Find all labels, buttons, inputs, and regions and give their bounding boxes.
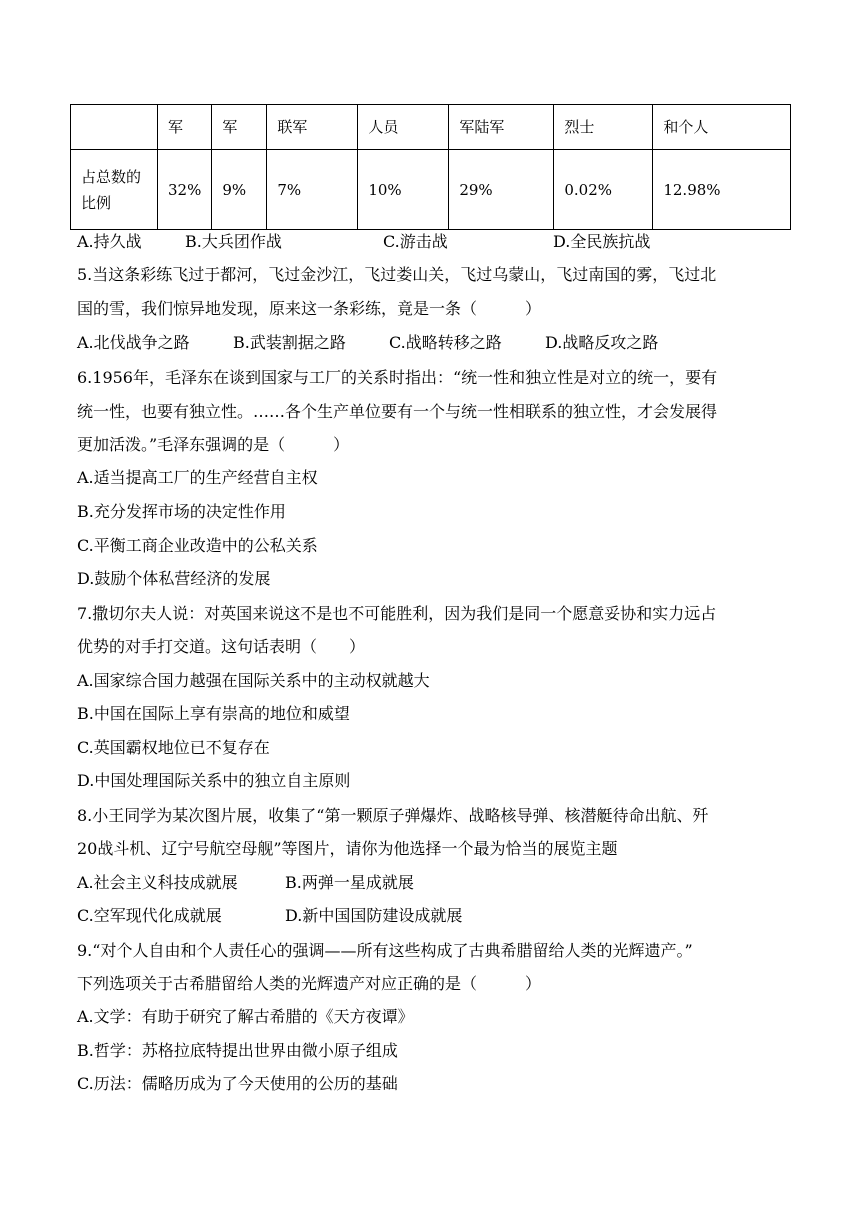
q7-option-a: A.国家综合国力越强在国际关系中的主动权就越大	[77, 671, 430, 690]
q8-options-row-1	[77, 872, 414, 894]
q5-stem-line: 5.当这条彩练飞过于都河，飞过金沙江，飞过娄山关，飞过乌蒙山，飞过南国的雾，飞过北	[77, 265, 717, 284]
casualty-ratio-table	[70, 104, 791, 230]
q9-stem-line: 9.“对个人自由和个人责任心的强调——所有这些构成了古典希腊留给人类的光辉遗产。”	[77, 941, 693, 960]
row-label-line: 占总数的	[81, 167, 142, 186]
q9-option-a: A.文学：有助于研究了解古希腊的《天方夜谭》	[77, 1007, 414, 1026]
table-header-cell: 军	[212, 105, 267, 150]
q4-option-b: B.大兵团作战	[185, 232, 282, 251]
table-cell: 32%	[158, 150, 212, 230]
table-header-cell: 军陆军	[449, 105, 554, 150]
q5-option-c: C.战略转移之路	[389, 333, 502, 352]
q4-option-a: A.持久战	[77, 232, 142, 251]
q8-option-a: A.社会主义科技成就展	[77, 873, 238, 892]
table-row	[71, 150, 791, 230]
q7-stem-line: 7.撒切尔夫人说：对英国来说这不是也不可能胜利，因为我们是同一个愿意妥协和实力远占	[77, 604, 717, 623]
q5-option-a: A.北伐战争之路	[77, 333, 190, 352]
q7-stem-line: 优势的对手打交道。这句话表明（ ）	[77, 637, 366, 656]
q4-option-c: C.游击战	[383, 232, 448, 251]
q8-option-c: C.空军现代化成就展	[77, 906, 222, 925]
table-cell: 9%	[212, 150, 267, 230]
q6-stem-line: 更加活泼。”毛泽东强调的是（ ）	[77, 435, 350, 454]
table-cell: 12.98%	[653, 150, 791, 230]
q9-stem-line: 下列选项关于古希腊留给人类的光辉遗产对应正确的是（ ）	[77, 974, 542, 993]
q9-option-c: C.历法：儒略历成为了今天使用的公历的基础	[77, 1074, 398, 1093]
q6-option-a: A.适当提高工厂的生产经营自主权	[77, 468, 318, 487]
q6-option-c: C.平衡工商企业改造中的公私关系	[77, 536, 318, 555]
q8-options-row-2	[77, 905, 462, 927]
table-header-cell: 烈士	[554, 105, 653, 150]
table-cell: 29%	[449, 150, 554, 230]
table-cell: 0.02%	[554, 150, 653, 230]
q6-stem-line: 统一性，也要有独立性。……各个生产单位要有一个与统一性相联系的独立性，才会发展得	[77, 402, 718, 421]
table-header-cell: 联军	[267, 105, 358, 150]
q9-option-b: B.哲学：苏格拉底特提出世界由微小原子组成	[77, 1041, 398, 1060]
q4-option-d: D.全民族抗战	[553, 232, 651, 251]
q6-option-b: B.充分发挥市场的决定性作用	[77, 502, 286, 521]
q5-stem-line: 国的雪，我们惊异地发现，原来这一条彩练，竟是一条（ ）	[77, 299, 542, 318]
q4-options	[77, 231, 650, 253]
q7-option-b: B.中国在国际上享有崇高的地位和威望	[77, 704, 350, 723]
q5-options	[77, 332, 658, 354]
q5-option-b: B.武装割据之路	[233, 333, 346, 352]
q8-option-b: B.两弹一星成就展	[285, 873, 414, 892]
table-header-row	[71, 105, 791, 150]
row-label-cell	[71, 150, 158, 230]
table-header-cell: 军	[158, 105, 212, 150]
q8-option-d: D.新中国国防建设成就展	[285, 906, 463, 925]
table-header-cell: 人员	[358, 105, 449, 150]
table-header-cell: 和个人	[653, 105, 791, 150]
table-cell: 7%	[267, 150, 358, 230]
q6-stem-line: 6.1956年，毛泽东在谈到国家与工厂的关系时指出：“统一性和独立性是对立的统一，要有	[77, 368, 718, 387]
q7-option-d: D.中国处理国际关系中的独立自主原则	[77, 771, 351, 790]
q6-option-d: D.鼓励个体私营经济的发展	[77, 569, 271, 588]
row-label-line: 比例	[81, 193, 112, 212]
table-header-cell	[71, 105, 158, 150]
q7-option-c: C.英国霸权地位已不复存在	[77, 738, 270, 757]
q8-stem-line: 8.小王同学为某次图片展，收集了“第一颗原子弹爆炸、战略核导弹、核潜艇待命出航、歼	[77, 806, 709, 825]
table-cell: 10%	[358, 150, 449, 230]
q5-option-d: D.战略反攻之路	[545, 333, 659, 352]
q8-stem-line: 20战斗机、辽宁号航空母舰”等图片，请你为他选择一个最为恰当的展览主题	[77, 839, 618, 858]
